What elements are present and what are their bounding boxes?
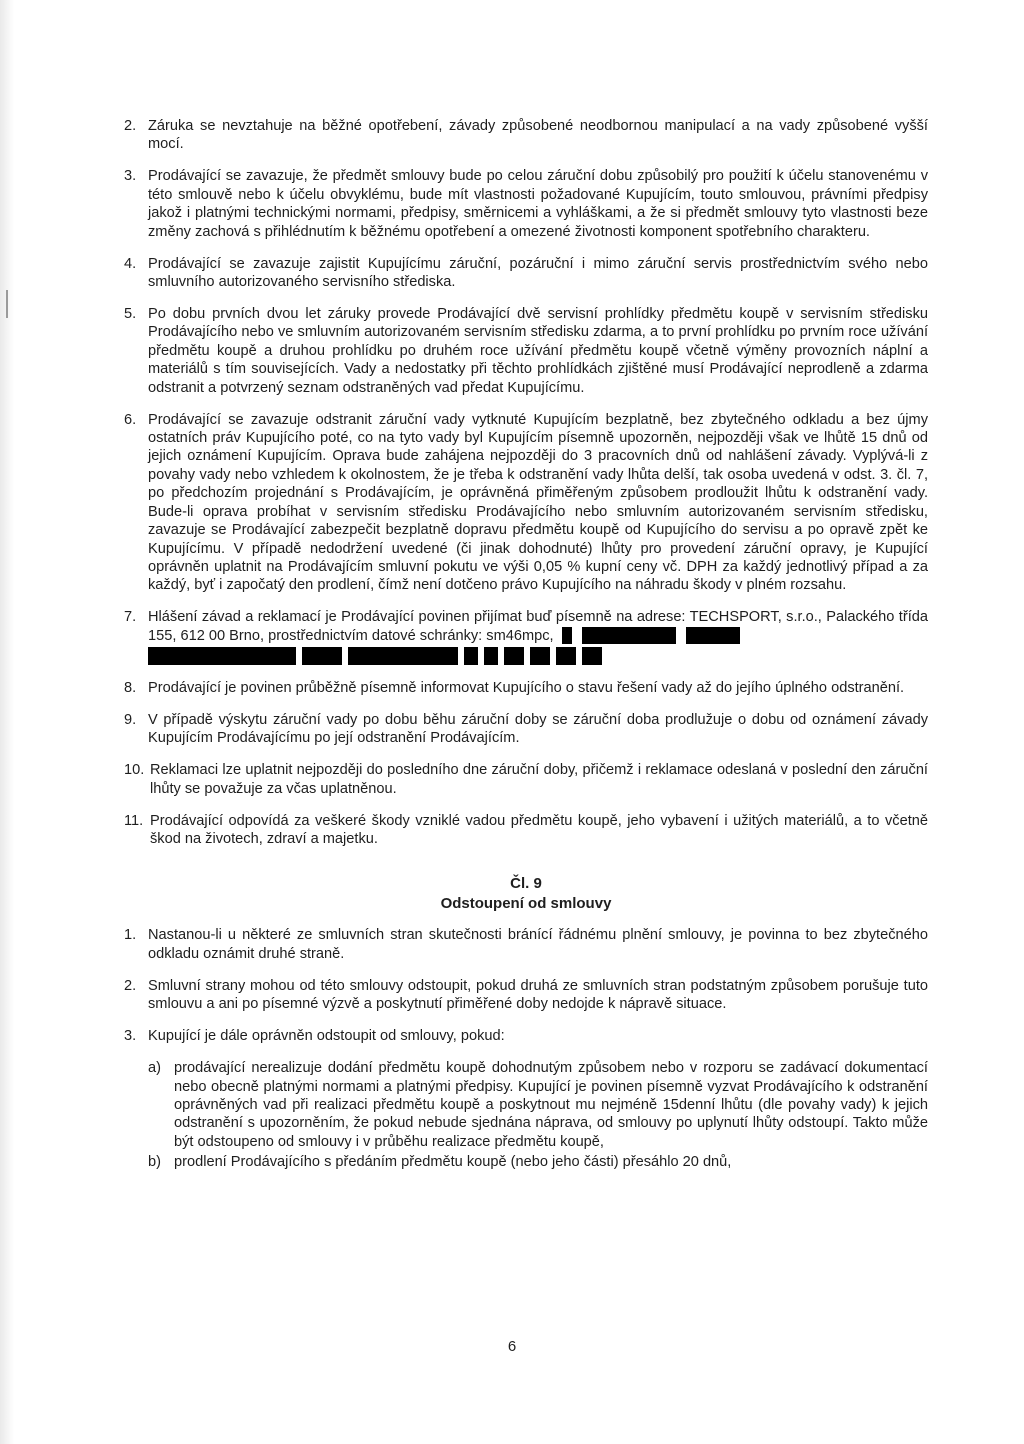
redaction-block: [556, 647, 576, 665]
item-number: 4.: [124, 255, 137, 272]
item-text: Prodávající odpovídá za veškeré škody vzniklé vadou předmětu koupě, jeho vybavení i užitých materiálů, a to včetně škod na životech, zdraví a majetku.: [150, 812, 928, 847]
scan-mark: [6, 290, 8, 318]
list-item: [124, 711, 928, 748]
sub-item-label: a): [148, 1060, 161, 1077]
item-body: [148, 608, 928, 665]
item-number: 3.: [124, 168, 137, 185]
item-text: Prodávající je povinen průběžně písemně informovat Kupujícího o stavu řešení vady až do jejího úplného odstranění.: [148, 679, 905, 696]
article-label: Čl. 9: [510, 875, 542, 893]
redaction-block: [348, 647, 458, 665]
sub-list-item: [148, 1153, 928, 1171]
redaction-block: [302, 647, 342, 665]
page-number: 6: [507, 1338, 517, 1355]
item-text: Záruka se nevztahuje na běžné opotřebení, závady způsobené neodbornou manipulací a na vady způsobené vyšší mocí.: [148, 118, 928, 153]
list-item: [124, 1027, 928, 1045]
item-text: Hlášení závad a reklamací je Prodávající povinen přijímat buď písemně na adrese: TECHSPORT, s.r.o., Palackého třída 155, 612 00 Brno, prostřednictvím datové schránky: sm46mpc,: [148, 609, 928, 644]
sub-item-label: b): [148, 1154, 161, 1171]
page-content: [124, 117, 928, 1174]
item-number: 10.: [124, 762, 145, 779]
list-item: [124, 117, 928, 154]
list-item: [124, 305, 928, 397]
item-text: Prodávající se zavazuje, že předmět smlouvy bude po celou záruční dobu způsobilý pro použití k účelu stanovenému v této smlouvě nebo k účelu obvyklému, bude mít vlastnosti požadované Kupujícím, touto smlouvou, právními předpisy jakož i platnými technickými normami, předpisy, směrnicemi a vyhláškami, a že si předmět smlouvy tyto vlastnosti beze změny zachová s přihlédnutím k běžnému opotřebení a omezené životnosti komponent spotřebního charakteru.: [148, 168, 928, 240]
item-text: Prodávající se zavazuje zajistit Kupujícímu záruční, pozáruční i mimo záruční servis prostřednictvím svého nebo smluvního autorizovaného servisního střediska.: [148, 255, 928, 291]
redaction-block: [504, 647, 524, 665]
item-number: 8.: [124, 679, 137, 696]
item-text: Smluvní strany mohou od této smlouvy odstoupit, pokud druhá ze smluvních stran podstatným způsobem porušuje tuto smlouvu a ani po písemné výzvě a poskytnutí přiměřené doby nedojde k nápravě situace.: [148, 977, 928, 1013]
sub-item-text: prodlení Prodávajícího s předáním předmětu koupě (nebo jeho části) přesáhlo 20 dnů,: [174, 1154, 732, 1171]
item-text: Kupující je dále oprávněn odstoupit od smlouvy, pokud:: [148, 1028, 505, 1045]
item-text: Po dobu prvních dvou let záruky provede Prodávající dvě servisní prohlídky předmětu koupě v servisním středisku Prodávajícího nebo ve smluvním autorizovaném servisním středisku zdarma, a to první prohlídku po prvním roce užívání předmětu koupě a druhou prohlídku po druhém roce užívání předmětu koupě včetně výměny provozních náplní a materiálů s tím souvisejících. Vady a nedostatky při těchto prohlídkách zjištěné musí Prodávající neprodleně a zdarma odstranit a potvrzený seznam odstraněných vad předat Kupujícímu.: [148, 306, 928, 396]
redaction-block: [562, 627, 572, 644]
redaction-block: [530, 647, 550, 665]
item-number: 7.: [124, 609, 137, 626]
scan-edge-shadow: [0, 0, 14, 1444]
item-number: 2.: [124, 118, 137, 134]
item-text: Reklamaci lze uplatnit nejpozději do posledního dne záruční doby, přičemž i reklamace odeslaná v poslední den záruční lhůty se považuje za včas uplatněnou.: [150, 762, 928, 797]
list-item: [124, 926, 928, 963]
list-item-complaints: [124, 608, 928, 665]
redaction-block: [686, 627, 740, 644]
item-text: Prodávající se zavazuje odstranit záruční vady vytknuté Kupujícím bezplatně, bez zbytečného odkladu a bez újmy ostatních práv Kupujícího poté, co na tyto vady byl Kupujícím písemně upozorněn, nejpozději však ve lhůtě 15 dnů od jejich oznámení Kupujícím. Oprava bude zahájena nejpozději do 3 pracovních dnů od nahlášení závady. Vyplývá-li z povahy vady nebo vzhledem k okolnostem, že je třeba k odstranění vady lhůta delší, tak osoba uvedená v odst. 3. čl. 7, po předchozím projednání s Prodávajícím, je oprávněná přiměřeným způsobem prodloužit lhůtu k odstranění vady. Bude-li oprava probíhat v servisním středisku Prodávajícího nebo smluvním autorizovaném servisním středisku, zavazuje se Prodávající zabezpečit bezplatně dopravu předmětu koupě od Kupujícího do servisu a po opravě zpět ke Kupujícímu. V případě nedodržení uvedené (či jinak dohodnuté) lhůty pro provedení záruční opravy, je Kupující oprávněn uplatnit na Prodávajícím smluvní pokutu ve výši 0,05 % kupní ceny vč. DPH za každý jednotlivý případ a za každý, byť i započatý den prodlení, čímž není dotčeno právo Kupujícího na náhradu škody v plném rozsahu.: [148, 411, 928, 594]
item-number: 6.: [124, 411, 137, 428]
redaction-block: [484, 647, 498, 665]
list-item: [124, 411, 928, 595]
item-text: Nastanou-li u některé ze smluvních stran skutečnosti bránící řádnému plnění smlouvy, je povinna to bez zbytečného odkladu oznámit druhé straně.: [148, 927, 928, 962]
sub-list-item: [148, 1059, 928, 1151]
item-number: 11.: [124, 812, 144, 829]
list-item: [124, 977, 928, 1014]
redaction-line: [148, 647, 928, 665]
item-number: 3.: [124, 1028, 137, 1045]
item-number: 1.: [124, 927, 137, 944]
redaction-block: [148, 647, 296, 665]
redaction-block: [582, 627, 676, 644]
list-item: [124, 761, 928, 798]
item-number: 5.: [124, 306, 137, 323]
redaction-block: [464, 647, 478, 665]
redaction-block: [582, 647, 602, 665]
list-item: [124, 679, 928, 697]
item-number: 9.: [124, 711, 137, 728]
item-number: 2.: [124, 977, 137, 994]
list-item: [124, 255, 928, 292]
list-item: [124, 812, 928, 849]
list-item: [124, 167, 928, 241]
item-text: V případě výskytu záruční vady po dobu běhu záruční doby se záruční doba prodlužuje o dobu od oznámení závady Kupujícím Prodávajícímu po její odstranění Prodávajícím.: [148, 711, 928, 747]
article-title: Odstoupení od smlouvy: [440, 895, 612, 913]
sub-item-text: prodávající nerealizuje dodání předmětu koupě dohodnutým způsobem nebo v rozporu se zadávací dokumentací nebo obecně platnými normami a platnými předpisy. Kupující je povinen písemně vyzvat Prodávajícího k odstranění oprávněných vad při realizaci předmětu koupě a poskytnout mu nejméně 15denní lhůtu (dle povahy vady) k jejich odstranění s upozorněním, že pokud nebude sjednána náprava, od smlouvy po uplynutí lhůty odstoupí. Takto může být odstoupeno od smlouvy i v průběhu realizace předmětu koupě,: [174, 1060, 928, 1150]
